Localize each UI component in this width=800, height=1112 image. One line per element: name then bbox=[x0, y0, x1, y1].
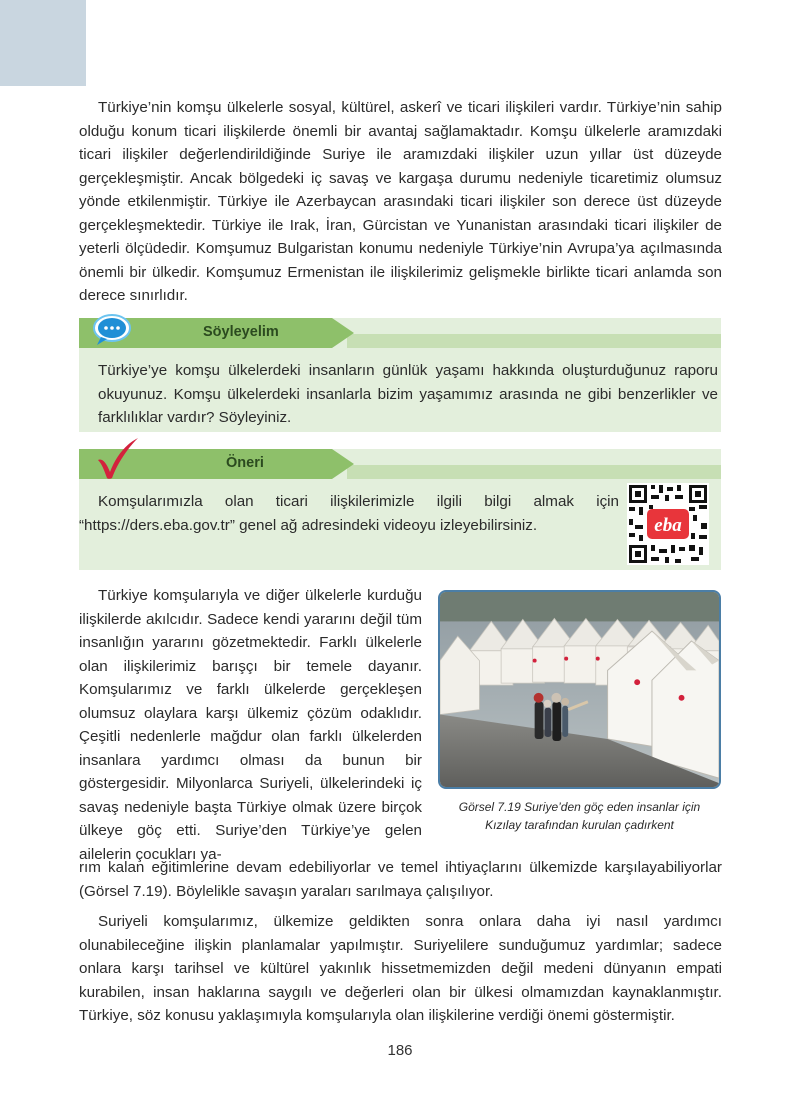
intro-paragraph: Türkiye’nin komşu ülkelerle sosyal, kültürel, askerî ve ticari ilişkileri vardır. Türkiye’nin sahip olduğu konum ticari ilişkilerde önemli bir avantaj sağlamaktadır. Komşu ülkelerle aramızdaki ticari ilişkiler değerlendirildiğinde Suriye ile aramızdaki ilişkiler uzun yıllar üst düzeyde gerçekleşmiştir. Ancak bölgedeki iç savaş ve kargaşa durumu nedeniyle ticaretimiz olumsuz yönde etkilenmiştir. Türkiye ile Azerbaycan arasındaki ticari ilişkiler son derece üst düzeyde gerçekleşmektedir. Türkiye ile Irak, İran, Gürcistan ve Yunanistan arasındaki ticari ilişkiler de yeterli ölçüdedir. Komşumuz Bulgaristan konumu nedeniyle Türkiye’nin Avrupa’ya açılmasında önemli bir ülkedir. Komşumuz Ermenistan ile ilişkilerimiz gelişmekle birlikte ticari anlamda son derece sınırlıdır. bbox=[79, 99, 722, 304]
page-number: 186 bbox=[387, 1042, 413, 1059]
soyleyelim-band bbox=[347, 334, 721, 348]
oneri-header bbox=[79, 449, 721, 479]
oneri-text: Komşularımızla olan ticari ilişkilerimizle ilgili bilgi almak için “https://ders.eba.gov.tr” genel ağ adresindeki videoyu izleyebilirsiniz. bbox=[79, 493, 619, 534]
refugee-paragraph: Türkiye komşularıyla ve diğer ülkelerle kurduğu ilişkilerde akılcıdır. Sadece kendi yararını değil tüm insanlığın yararını gözetmektedir. Farklı ülkelerle olan ilişkilerimiz barışçı bir temele dayanır. Komşularımız ve farklı ülkelerde gerçekleşen olumsuz olaylara karşı ülkemiz çözüm odaklıdır. Çeşitli nedenlerle mağdur olan farklı ülkelerden insanlara yardımcı olması da bunun bir göstergesidir. Milyonlarca Suriyeli, ülkelerindeki iç savaş nedeniyle başta Türkiye olmak üzere birçok ülkeye göç etti. Suriye’den Türkiye’ye gelen ailelerin çocukları ya- bbox=[79, 587, 422, 863]
page-corner-tab bbox=[0, 0, 86, 86]
closing-paragraph: Suriyeli komşularımız, ülkemize geldikten sonra onlara daha iyi nasıl yardımcı olunabileceğine ilişkin planlamalar yapılmıştır. Suriyelilere sunduğumuz yardımlar; sadece onlara karşı tarihsel ve kültürel yakınlık hissetmemizden değil medeni dünyanın empati kurabilen, insan haklarına saygılı ve değerleri olan bir ülkesi olmamızdan kaynaklanmıştır. Türkiye, söz konusu yaklaşımıyla komşularıyla olan ilişkilerine verdiği önemi göstermiştir. bbox=[79, 913, 722, 1024]
qr-code-icon[interactable] bbox=[627, 483, 709, 565]
soyleyelim-header bbox=[79, 318, 721, 348]
eba-logo: eba bbox=[654, 515, 682, 536]
oneri-title: Öneri bbox=[226, 455, 264, 471]
caption-line-1: Görsel 7.19 Suriye’den göç eden insanlar için bbox=[458, 800, 701, 814]
checkmark-icon bbox=[94, 436, 140, 480]
tent-city-photo bbox=[438, 590, 721, 789]
oneri-band bbox=[347, 465, 721, 479]
soyleyelim-text: Türkiye’ye komşu ülkelerdeki insanların günlük yaşamı hakkında oluşturduğunuz raporu okuyunuz. Komşu ülkelerdeki insanlarla bizim yaşamımız arasında ne gibi benzerlikler ve farklılıklar vardır? Söyleyiniz. bbox=[98, 362, 718, 426]
soyleyelim-title: Söyleyelim bbox=[203, 324, 279, 340]
refugee-paragraph-continued: rım kalan eğitimlerine devam edebiliyorlar ve temel ihtiyaçlarını ülkemizde karşılayabiliyorlar (Görsel 7.19). Böylelikle savaşın yaraları sarılmaya çalışılıyor. bbox=[79, 859, 722, 900]
caption-line-2: Kızılay tarafından kurulan çadırkent bbox=[485, 818, 674, 832]
speech-bubble-icon bbox=[92, 313, 132, 347]
photo-caption bbox=[438, 798, 721, 834]
